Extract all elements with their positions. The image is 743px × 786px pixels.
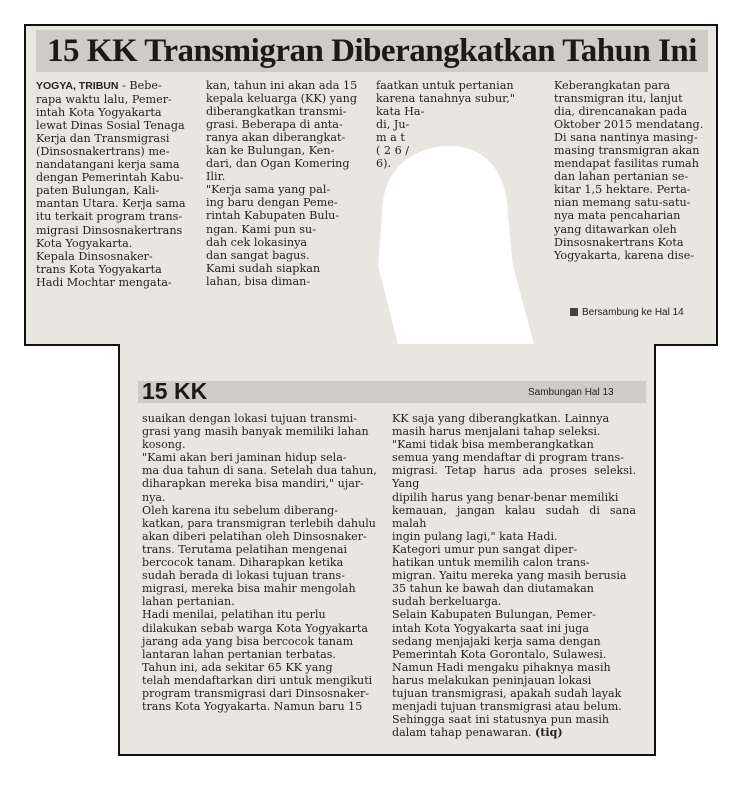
continued-reference-label: Bersambung ke Hal 14 [582, 307, 684, 318]
frame-left-upper [24, 24, 26, 346]
frame-bottom [118, 754, 656, 756]
square-bullet-icon [570, 308, 578, 316]
continuation-column-2-text: KK saja yang diberangkatkan. Lainnya masih harus menjalani tahap seleksi. "Kami tidak bisa memberangkatkan semua yang mendaftar di program trans- migrasi. Tetap harus ada proses seleksi. Yang dipilih harus yang benar-benar memiliki kemauan, jangan kalau sudah di sana malah ingin pulang lagi," kata Hadi. Kategori umur pun sangat diper- hatikan untuk memilih calon trans- migran. Yaitu mereka yang masih berusia 35 tahun ke bawah dan diutamakan sudah berkeluarga. Selain Kabupaten Bulungan, Pemer- intah Kota Yogyakarta saat ini juga sedang menjajaki kerja sama dengan Pemerintah Kota Gorontalo, Sulawesi. Namun Hadi mengaku pihaknya masih harus melakukan peninjauan lokasi tujuan transmigrasi, apakah sudah layak menjadi tujuan transmigrasi atau belum. Sehingga saat ini statusnya pun masih dalam tahap penawaran. [392, 412, 636, 740]
headline: 15 KK Transmigran Diberangkatkan Tahun Ini [36, 30, 708, 72]
top-column-4: Keberangkatan para transmigran itu, lanjut dia, direncanakan pada Oktober 2015 mendatang. Di sana nantinya masing- masing transmigran akan mendapat fasilitas rumah dan lahan pertanian se- kitar 1,5 hektare. Perta- nian memang satu-satu- nya mata pencaharian yang ditawarkan oleh Dinsosnakertrans Kota Yogyakarta, karena dise- [554, 79, 704, 262]
frame-left-lower [118, 344, 120, 756]
continuation-column-1: suaikan dengan lokasi tujuan transmi- grasi yang masih banyak memiliki lahan kosong. "Kami akan beri jaminan hidup sela- ma dua tahun di sana. Setelah dua tahun, diharapkan mereka bisa mandiri," ujar- nya. Oleh karena itu sebelum diberang- katkan, para transmigran terlebih dahulu akan diberi pelatihan oleh Dinsosnaker- trans. Terutama pelatihan mengenai bercocok tanam. Diharapkan ketika sudah berada di lokasi tujuan trans- migrasi, mereka bisa mahir mengolah lahan pertanian. Hadi menilai, pelatihan itu perlu dilakukan sebab warga Kota Yogyakarta jarang ada yang bisa bercocok tanam lantaran lahan pertanian terbatas. Tahun ini, ada sekitar 65 KK yang telah mendaftarkan diri untuk mengikuti program transmigrasi dari Dinsosnaker- trans Kota Yogyakarta. Namun baru 15 [142, 412, 377, 714]
top-column-1-text: - Bebe- rapa waktu lalu, Pemer- intah Kota Yogyakarta lewat Dinas Sosial Tenaga Kerja dan Transmigrasi (Dinsosnakertrans) me- nandatangani kerja sama dengan Pemerintah Kabu- paten Bulungan, Kali- mantan Utara. Kerja sama itu terkait program trans- migrasi Dinsosnakertrans Kota Yogyakarta. Kepala Dinsosnaker- trans Kota Yogyakarta Hadi Mochtar mengata- [36, 79, 186, 289]
top-column-1 [36, 79, 196, 289]
byline: YOGYA, TRIBUN [36, 80, 119, 92]
continuation-column-2 [392, 412, 636, 739]
frame-top [24, 24, 718, 26]
frame-right-lower [654, 344, 656, 756]
continuation-title: 15 KK [142, 378, 208, 404]
continuation-reference: Sambungan Hal 13 [528, 387, 614, 398]
author-signature: (tiq) [535, 726, 563, 740]
frame-right-upper [716, 24, 718, 346]
frame-step-left [24, 344, 120, 346]
continued-reference [570, 307, 684, 318]
frame-step-right [654, 344, 718, 346]
top-column-3: faatkan untuk pertanian karena tanahnya subur," kata Ha- di, Ju- m a t ( 2 6 / 6). [376, 79, 515, 171]
photo-cutout [338, 116, 562, 344]
top-column-2: kan, tahun ini akan ada 15 kepala keluarga (KK) yang diberangkatkan transmi- grasi. Beberapa di anta- ranya akan diberangkat- kan ke Bulungan, Ken- dari, dan Ogan Komering Ilir. "Kerja sama yang pal- ing baru dengan Peme- rintah Kabupaten Bulu- ngan. Kami pun su- dah cek lokasinya dan sangat bagus. Kami sudah siapkan lahan, bisa diman- [206, 79, 358, 288]
